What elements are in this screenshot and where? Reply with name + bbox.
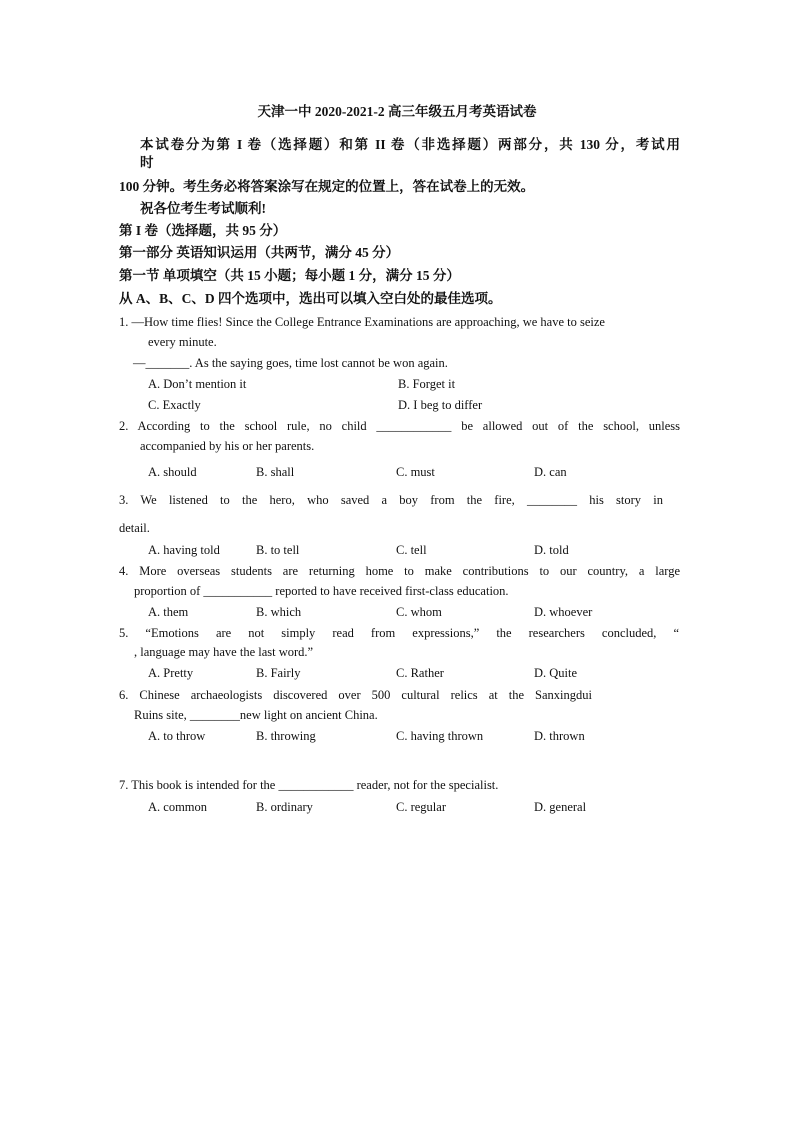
intro-line-3: 祝各位考生考试顺利!: [140, 201, 266, 216]
question-2-option-a[interactable]: A. should: [148, 465, 197, 479]
question-1-option-c[interactable]: C. Exactly: [148, 398, 201, 412]
question-7-option-c[interactable]: C. regular: [396, 800, 446, 814]
question-1-option-b[interactable]: B. Forget it: [398, 377, 456, 391]
question-3-line-1: 3. We listened to the hero, who saved a boy from the fire, ________ his story in: [119, 493, 663, 507]
question-1-line-3: —_______. As the saying goes, time lost cannot be won again.: [133, 356, 448, 370]
question-1-line-1: 1. —How time flies! Since the College Entrance Examinations are approaching, we have to seize: [119, 315, 605, 329]
question-4-option-c[interactable]: C. whom: [396, 605, 442, 619]
instruction-text: 从 A、B、C、D 四个选项中，选出可以填入空白处的最佳选项。: [119, 291, 502, 306]
intro-line-1: 本试卷分为第 I 卷（选择题）和第 II 卷（非选择题）两部分，共 130 分，考试用: [140, 137, 680, 152]
question-4-option-b[interactable]: B. which: [256, 605, 302, 619]
question-3-option-c[interactable]: C. tell: [396, 543, 427, 557]
question-7-line-1: 7. This book is intended for the ____________ reader, not for the specialist.: [119, 778, 499, 792]
question-5-line-2: , language may have the last word.”: [134, 645, 314, 659]
exam-title: 天津一中 2020-2021-2 高三年级五月考英语试卷: [257, 104, 537, 119]
question-5-option-b[interactable]: B. Fairly: [256, 666, 301, 680]
question-6-option-a[interactable]: A. to throw: [148, 729, 206, 743]
question-2-line-1: 2. According to the school rule, no child ____________ be allowed out of the school, unless: [119, 419, 680, 433]
question-6-line-2: Ruins site, ________new light on ancient China.: [134, 708, 378, 722]
question-3-option-d[interactable]: D. told: [534, 543, 569, 557]
question-2-option-c[interactable]: C. must: [396, 465, 435, 479]
question-6-line-1: 6. Chinese archaeologists discovered over 500 cultural relics at the Sanxingdui: [119, 688, 592, 702]
question-3-option-a[interactable]: A. having told: [148, 543, 220, 557]
question-5-option-a[interactable]: A. Pretty: [148, 666, 194, 680]
question-6-option-b[interactable]: B. throwing: [256, 729, 316, 743]
question-5-line-1: 5. “Emotions are not simply read from expressions,” the researchers concluded, “: [119, 626, 679, 640]
intro-line-2: 100 分钟。考生务必将答案涂写在规定的位置上，答在试卷上的无效。: [119, 179, 535, 194]
question-6-option-c[interactable]: C. having thrown: [396, 729, 484, 743]
question-3-option-b[interactable]: B. to tell: [256, 543, 300, 557]
intro-line-1-wrap: 时: [140, 155, 154, 170]
question-5-option-d[interactable]: D. Quite: [534, 666, 578, 680]
question-6-option-d[interactable]: D. thrown: [534, 729, 585, 743]
question-5-option-c[interactable]: C. Rather: [396, 666, 444, 680]
volume-heading: 第 I 卷（选择题，共 95 分）: [119, 223, 287, 238]
question-2-line-2: accompanied by his or her parents.: [140, 439, 315, 453]
question-7-option-d[interactable]: D. general: [534, 800, 587, 814]
question-1-option-d[interactable]: D. I beg to differ: [398, 398, 483, 412]
question-4-line-2: proportion of ___________ reported to have received first-class education.: [134, 584, 509, 598]
part-heading: 第一部分 英语知识运用（共两节，满分 45 分）: [119, 245, 400, 260]
question-1-option-a[interactable]: A. Don’t mention it: [148, 377, 247, 391]
question-4-line-1: 4. More overseas students are returning home to make contributions to our country, a large: [119, 564, 680, 578]
question-1-line-2: every minute.: [148, 335, 217, 349]
question-2-option-d[interactable]: D. can: [534, 465, 567, 479]
question-4-option-d[interactable]: D. whoever: [534, 605, 593, 619]
question-7-option-b[interactable]: B. ordinary: [256, 800, 313, 814]
question-3-line-2: detail.: [119, 521, 150, 535]
question-4-option-a[interactable]: A. them: [148, 605, 189, 619]
question-7-option-a[interactable]: A. common: [148, 800, 208, 814]
question-2-option-b[interactable]: B. shall: [256, 465, 295, 479]
section-heading: 第一节 单项填空（共 15 小题；每小题 1 分，满分 15 分）: [119, 268, 460, 283]
